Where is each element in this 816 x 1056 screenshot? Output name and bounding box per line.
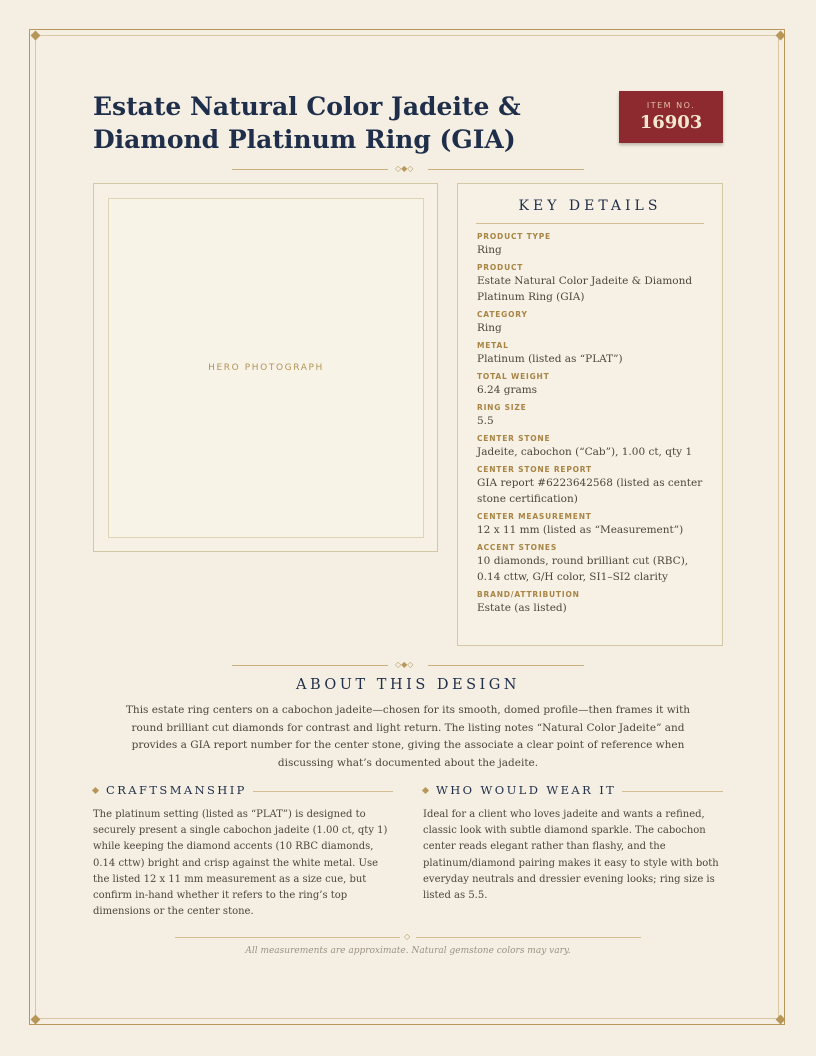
craftsmanship-header: [93, 783, 393, 801]
detail-label-center-measurement: CENTER MEASUREMENT: [477, 512, 592, 521]
about-text: This estate ring centers on a cabochon jadeite—chosen for its smooth, domed profile—then frames it with round brilliant cut diamonds for contrast and light return. The listing notes “Natural Color Jadeite” and provides a GIA report number for the center stone, giving the associate a clear point of reference when discussing what’s documented about the jadeite.: [125, 704, 691, 769]
hero-photo-placeholder: [108, 198, 424, 538]
detail-label-metal: METAL: [477, 341, 509, 350]
detail-value-center-stone: Jadeite, cabochon (“Cab”), 1.00 ct, qty 1: [477, 446, 693, 458]
craftsmanship-heading: CRAFTSMANSHIP: [106, 783, 253, 797]
hero-photo-label: HERO PHOTOGRAPH: [208, 363, 324, 373]
about-divider: [232, 660, 584, 670]
detail-value-product: Estate Natural Color Jadeite & Diamond Platinum Ring (GIA): [477, 275, 693, 303]
detail-value-total-weight: 6.24 grams: [477, 384, 538, 396]
footer-rule-left: [175, 937, 400, 938]
detail-value-center-measurement: 12 x 11 mm (listed as “Measurement”): [477, 524, 684, 536]
footer-ornament-icon: ◇: [404, 932, 411, 941]
detail-value-category: Ring: [477, 322, 502, 334]
who-would-wear-text: Ideal for a client who loves jadeite and wants a refined, classic look with subtle diamond sparkle. The cabochon center reads elegant rather than flashy, and the platinum/diamond pairing makes it easy to style with both everyday neutrals and dressier evening looks; ring size is listed as 5.5.: [423, 809, 719, 902]
divider-ornament: ◇◆◇: [395, 660, 414, 669]
detail-value-accent-stones: 10 diamonds, round brilliant cut (RBC), 0.14 cttw, G/H color, SI1–SI2 clarity: [477, 555, 689, 583]
detail-label-accent-stones: ACCENT STONES: [477, 543, 558, 552]
detail-label-total-weight: TOTAL WEIGHT: [477, 372, 550, 381]
item-number-value: 16903: [639, 112, 703, 133]
title-divider: [232, 164, 584, 174]
about-heading: ABOUT THIS DESIGN: [295, 677, 520, 693]
page-title: Estate Natural Color Jadeite & Diamond Platinum Ring (GIA): [93, 92, 521, 154]
who-would-wear-heading: WHO WOULD WEAR IT: [436, 783, 622, 797]
who-would-wear-header: [423, 783, 723, 801]
detail-label-product: PRODUCT: [477, 263, 524, 272]
who-would-wear-section: [423, 783, 723, 904]
craftsmanship-section: [93, 783, 393, 920]
diamond-bullet-icon: [422, 787, 429, 794]
diamond-bullet-icon: [92, 787, 99, 794]
detail-value-product-type: Ring: [477, 244, 502, 256]
detail-value-ring-size: 5.5: [477, 415, 494, 427]
detail-label-center-stone: CENTER STONE: [477, 434, 551, 443]
key-details-list: [477, 232, 709, 616]
detail-value-metal: Platinum (listed as “PLAT”): [477, 353, 623, 365]
detail-label-product-type: PRODUCT TYPE: [477, 232, 551, 241]
footer-note: All measurements are approximate. Natural gemstone colors may vary.: [245, 946, 571, 956]
footer-rule-right: [416, 937, 641, 938]
craftsmanship-text: The platinum setting (listed as “PLAT”) is designed to securely present a single cabochon jadeite (1.00 ct, qty 1) while keeping the diamond accents (10 RBC diamonds, 0.14 cttw) bright and crisp against the white metal. Use the listed 12 x 11 mm measurement as a size cue, but confirm in-hand whether it refers to the ring’s top dimensions or the center stone.: [93, 809, 388, 918]
detail-value-center-stone-report: GIA report #6223642568 (listed as center stone certification): [477, 477, 703, 505]
detail-label-brand: BRAND/ATTRIBUTION: [477, 590, 580, 599]
key-details-panel: [457, 183, 723, 646]
item-number-label: ITEM NO.: [646, 101, 696, 110]
key-details-rule: [476, 223, 704, 224]
detail-label-ring-size: RING SIZE: [477, 403, 527, 412]
divider-ornament: ◇◆◇: [395, 164, 414, 173]
key-details-heading: KEY DETAILS: [518, 198, 662, 214]
item-number-badge: [619, 91, 723, 143]
detail-label-center-stone-report: CENTER STONE REPORT: [477, 465, 592, 474]
detail-label-category: CATEGORY: [477, 310, 528, 319]
detail-value-brand: Estate (as listed): [477, 602, 567, 614]
